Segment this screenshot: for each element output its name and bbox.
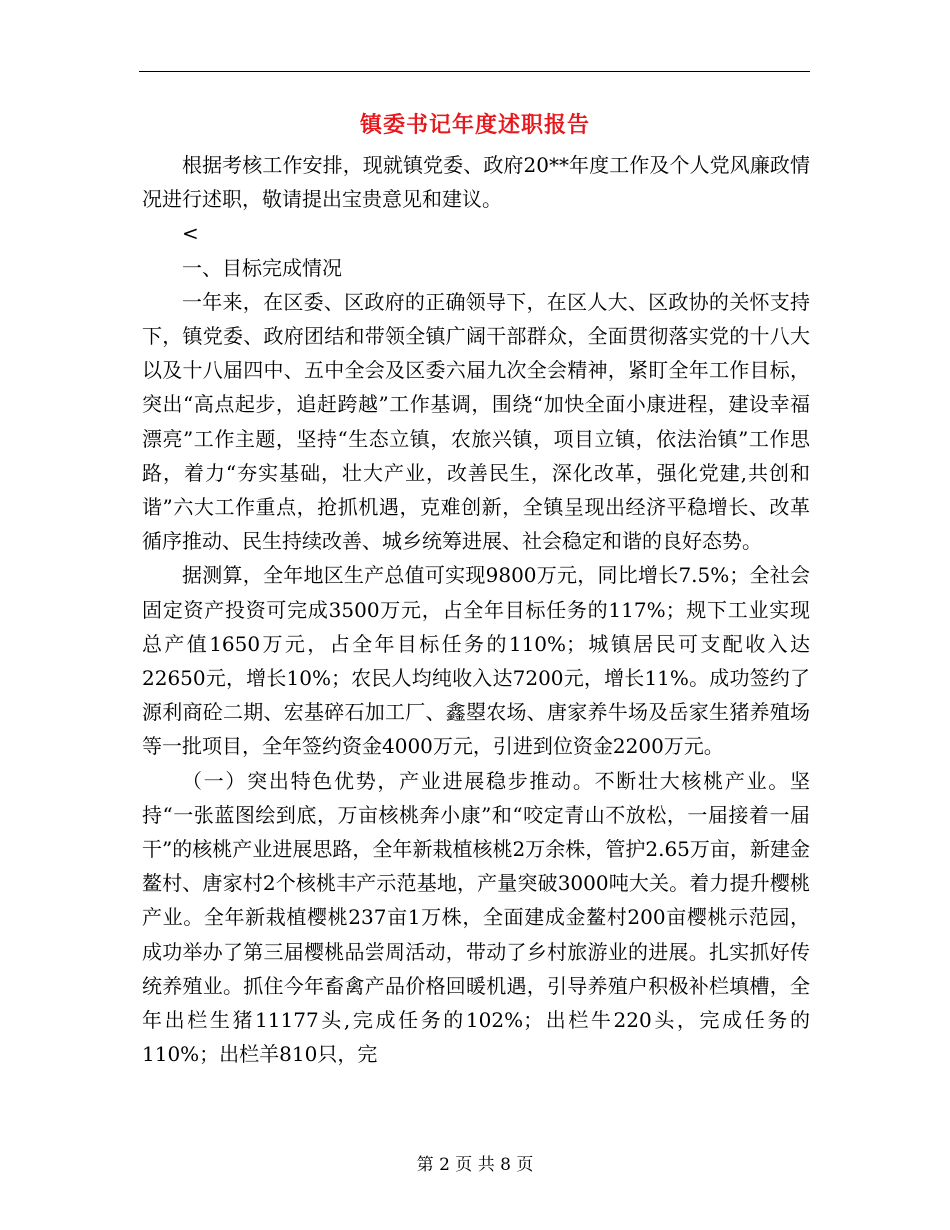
paragraph-industry: （一）突出特色优势，产业进展稳步推动。不断壮大核桃产业。坚持“一张蓝图绘到底，万亩核桃奔小康”和“咬定青山不放松，一届接着一届干”的核桃产业进展思路，全年新栽植核桃2万余株，管护2.65万亩，新建金鳌村、唐家村2个核桃丰产示范基地，产量突破3000吨大关。着力提升樱桃产业。全年新栽植樱桃237亩1万株，全面建成金鳌村200亩樱桃示范园，成功举办了第三届樱桃品尝周活动，带动了乡村旅游业的进展。扎实抓好传统养殖业。抓住今年畜禽产品价格回暖机遇，引导养殖户积极补栏填槽，全年出栏生猪11177头,完成任务的102%；出栏牛220头，完成任务的110%；出栏羊810只，完 — [142, 768, 810, 1067]
document-body — [142, 148, 810, 1071]
paragraph-statistics: 据测算，全年地区生产总值可实现9800万元，同比增长7.5%；全社会固定资产投资可完成3500万元，占全年目标任务的117%；规下工业实现总产值1650万元，占全年目标任务的110%；城镇居民可支配收入达22650元，增长10%；农民人均纯收入达7200元，增长11%。成功签约了源利商砼二期、宏基碎石加工厂、鑫曌农场、唐家养牛场及岳家生猪养殖场等一批项目，全年签约资金4000万元，引进到位资金2200万元。 — [142, 563, 810, 759]
document-title: 镇委书记年度述职报告 — [359, 112, 590, 138]
paragraph-overview: 一年来，在区委、区政府的正确领导下，在区人大、区政协的关怀支持下，镇党委、政府团结和带领全镇广阔干部群众，全面贯彻落实党的十八大以及十八届四中、五中全会及区委六届九次全会精神，紧盯全年工作目标，突出“高点起步，追赶跨越”工作基调，围绕“加快全面小康进程，建设幸福漂亮”工作主题，坚持“生态立镇，农旅兴镇，项目立镇，依法治镇”工作思路，着力“夯实基础，壮大产业，改善民生，深化改革，强化党建,共创和谐”六大工作重点，抢抓机遇，克难创新，全镇呈现出经济平稳增长、改革循序推动、民生持续改善、城乡统筹进展、社会稳定和谐的良好态势。 — [142, 289, 810, 554]
header-rule — [139, 71, 810, 72]
paragraph-intro: 根据考核工作安排，现就镇党委、政府20**年度工作及个人党风廉政情况进行述职，敬请提出宝贵意见和建议。 — [142, 153, 810, 212]
paragraph-marker: < — [182, 221, 199, 246]
section-heading: 一、目标完成情况 — [182, 255, 342, 280]
page-number-footer: 第 2 页 共 8 页 — [416, 1155, 534, 1175]
